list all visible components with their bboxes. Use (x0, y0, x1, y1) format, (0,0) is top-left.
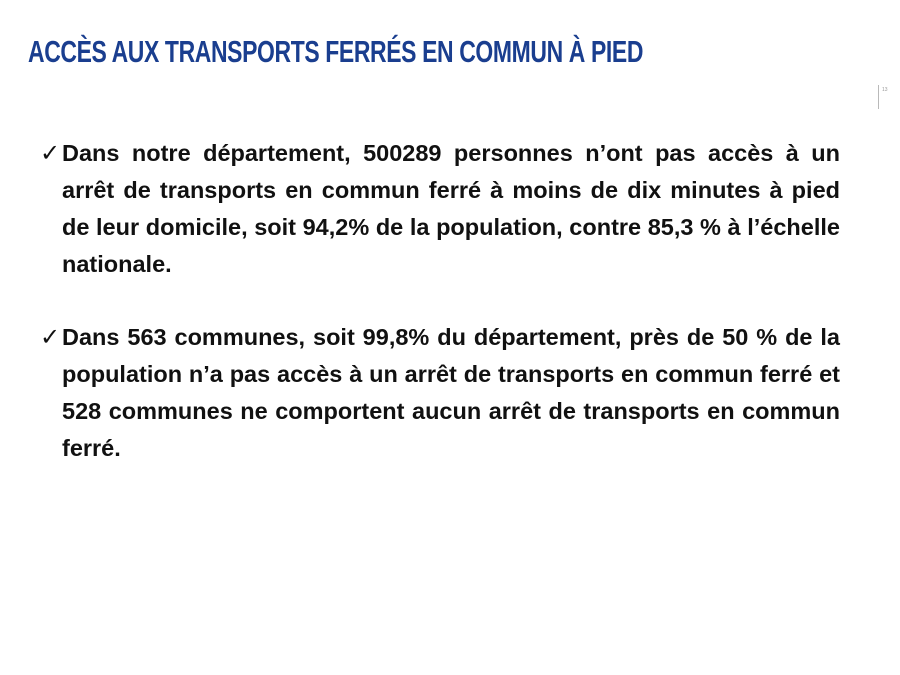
bullet-item (40, 319, 840, 467)
page-number-marker (876, 85, 888, 109)
bullet-item (40, 135, 840, 283)
check-icon: ✓ (40, 323, 61, 351)
slide-title: ACCÈS AUX TRANSPORTS FERRÉS EN COMMUN À PIED (28, 34, 644, 69)
check-icon: ✓ (40, 139, 61, 167)
page-number: 13 (882, 87, 888, 93)
bullet-text: Dans notre département, 500289 personnes n’ont pas accès à un arrêt de transports en commun ferré à moins de dix minutes à pied de leur domicile, soit 94,2% de la population, contre 85,3 % à l’échelle nationale. (62, 140, 840, 277)
bullet-list (40, 135, 840, 503)
bullet-text: Dans 563 communes, soit 99,8% du département, près de 50 % de la population n’a pas accès à un arrêt de transports en commun ferré et 528 communes ne comportent aucun arrêt de transports en commun ferré. (62, 324, 840, 461)
page-marker-divider (878, 85, 879, 109)
